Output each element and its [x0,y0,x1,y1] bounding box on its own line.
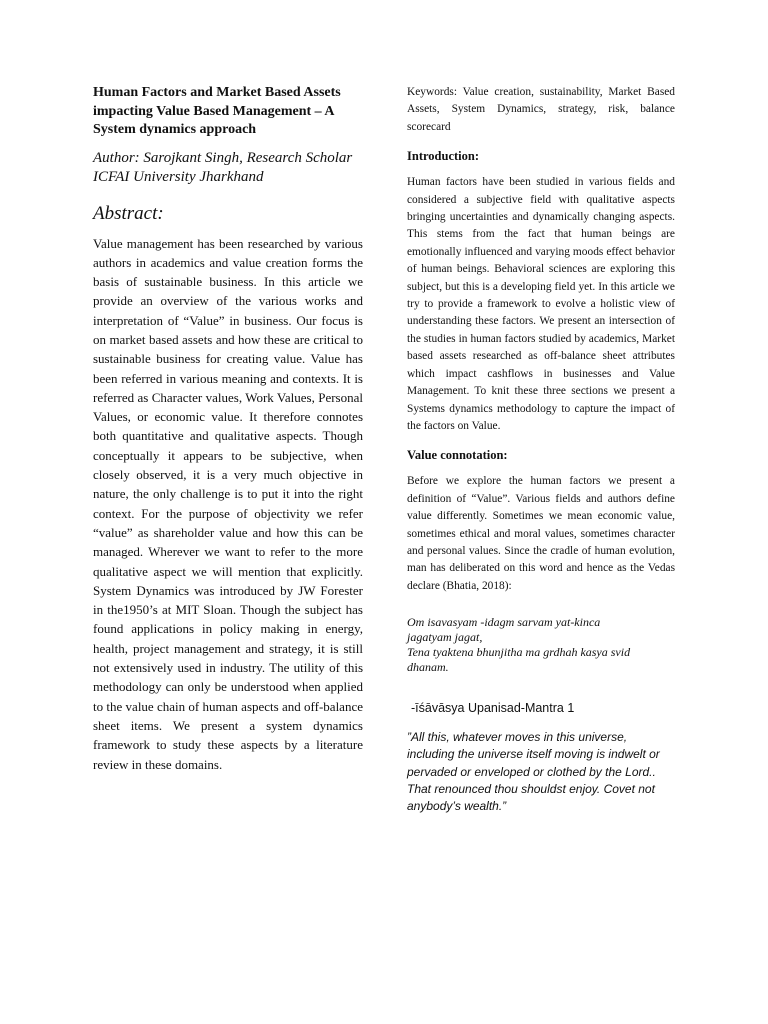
abstract-text: Value management has been researched by various authors in academics and value creation forms the basis of sustainable business. In this article we provide an overview of the various works and interpretation of “Value” in business. Our focus is on market based assets and how these are critical to sustainable business for creating value. Value has been referred in various meaning and contexts. It is referred as Character values, Work Values, Personal Values, or economic value. It therefore connotes both quantitative and qualitative aspects. Though conceptually it appears to be subjective, when closely observed, it is a very much objective in nature, the only challenge is to put it into the right context. For the purpose of objectivity we refer “value” as shareholder value and how this can be managed. Wherever we want to refer to the more qualitative aspect we will mention that explicitly. System Dynamics was introduced by JW Forester in the1950’s at MIT Sloan. Though the subject has found applications in policy making in energy, health, project management and strategy, it is still not extensively used in industry. The utility of this methodology can only be understood when applied to the value chain of human aspects and off-balance sheet items. We present a system dynamics framework to study these aspects by a literature review in these domains. [93,235,363,772]
mantra-citation: -īśāvāsya Upanisad-Mantra 1 [411,701,575,716]
value-connotation-text: Before we explore the human factors we present a definition of “Value”. Various fields and authors define value differently. Sometimes we mean economic value, sometimes ethical and moral values, sometimes character and personal values. Since the cradle of human evolution, man has deliberated on this word and hence as the Vedas declare (Bhatia, 2018): [407,475,675,592]
affiliation-line: ICFAI University Jharkhand [93,169,264,185]
introduction-text: Human factors have been studied in various fields and considered a subjective field with qualitative aspects bringing uncertainties and dynamically changing aspects. This stems from the fact that human beings are emotionally influenced and varying moods effect behavior of human beings. Behavioral sciences are exploring this subject, but this is a developing field yet. In this article we try to provide a framework to evolve a holistic view of understanding these factors. We present an intersection of the studies in human factors studied by academics, Market based assets researched as off-balance sheet attributes which impact cashflows in businesses and Value Management. To knit these three sections we present a Systems dynamics methodology to capture the impact of the factors on Value. [407,176,675,432]
verse-translation: ”All this, whatever moves in this universe, including the universe itself moving is indwelt or pervaded or enveloped or clothed by the Lord.. That renounced thou shouldst enjoy. Covet not anybody’s wealth.” [407,730,660,813]
left-column [93,84,363,774]
keywords: Keywords: Value creation, sustainability, Market Based Assets, System Dynamics, strategy, risk, balance scorecard [407,86,675,133]
introduction-heading: Introduction: [407,149,480,164]
abstract-heading: Abstract: [93,202,164,224]
value-connotation-heading: Value connotation: [407,448,508,463]
right-column [407,84,675,815]
sanskrit-verse [407,615,675,675]
verse-line: dhanam. [407,660,449,675]
verse-line: Tena tyaktena bhunjitha ma grdhah kasya svid [407,645,631,660]
verse-line: jagatyam jagat, [407,630,483,645]
verse-line: Om isavasyam -idagm sarvam yat-kinca [407,615,601,630]
paper-title: Human Factors and Market Based Assets impacting Value Based Management – A System dynamics approach [93,85,341,137]
author-line: Author: Sarojkant Singh, Research Scholar [93,149,353,166]
